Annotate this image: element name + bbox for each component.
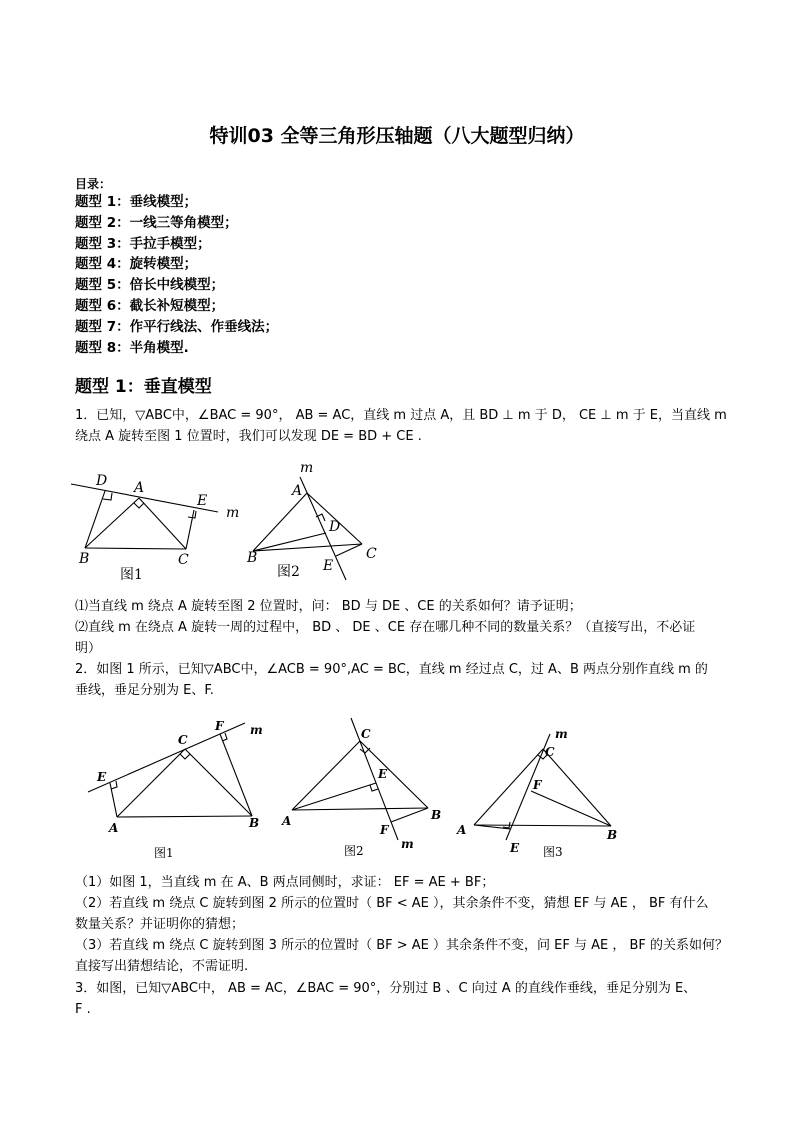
question-1-part-2a: ⑵直线 m 在绕点 A 旋转一周的过程中， BD 、 DE 、CE 存在哪几种不同的数量关系？（直接写出，不必证 [75,620,696,635]
question-1-stem [75,405,725,447]
question-2-part-2a: （2）若直线 m 绕点 C 旋转到图 2 所示的位置时（ BF < AE ），其余条件不变，猜想 EF 与 AE ， BF 有什么 [75,896,709,911]
point-label: F [215,719,224,733]
question-1-line-1: 1．已知，▽ABC中，∠BAC = 90°， AB = AC，直线 m 过点 A，且 BD ⊥ m 于 D， CE ⊥ m 于 E，当直线 m [75,408,727,423]
toc-item: 题型 4：旋转模型； [75,256,198,273]
q1-figure-2 [253,477,362,580]
point-label: A [282,814,292,828]
question-2-part-2b: 数量关系？并证明你的猜想； [75,917,245,932]
point-label: C [178,552,189,568]
question-2-figures [75,712,635,867]
question-3-stem [75,978,725,1020]
toc-item: 题型 5：倍长中线模型； [75,277,225,294]
point-label: C [366,546,377,562]
point-label: E [97,770,107,784]
point-label: A [134,480,145,496]
point-label: B [79,551,90,567]
point-label: E [323,558,334,574]
q2-figure-1 [88,723,252,817]
question-1-line-2: 绕点 A 旋转至图 1 位置时，我们可以发现 DE = BD + CE . [75,429,422,444]
point-label: m [250,723,263,737]
question-3-line-2: F . [75,1002,91,1017]
point-label: A [457,823,467,837]
point-label: C [361,727,371,741]
point-label: A [109,821,119,835]
point-label: F [533,778,542,792]
question-2-part-3b: 直接写出猜想结论，不需证明. [75,959,249,974]
q2-figure-3 [474,734,611,840]
point-label: E [510,841,520,855]
section-heading: 题型 1：垂直模型 [75,377,212,397]
figure-caption: 图1 [154,846,174,860]
question-2-line-1: 2．如图 1 所示，已知▽ABC中，∠ACB = 90°,AC = BC，直线 m 经过点 C，过 A、B 两点分别作直线 m 的 [75,662,708,677]
question-2-part-1: （1）如图 1，当直线 m 在 A、B 两点同侧时，求证： EF = AE + BF； [75,875,495,890]
point-label: m [300,460,314,476]
q2-figure-2 [292,718,428,840]
question-2-parts [75,872,728,977]
figure-caption: 图2 [277,564,300,580]
point-label: F [380,823,389,837]
q1-figure-1 [71,484,218,549]
question-1-parts [75,596,725,659]
point-label: C [545,745,555,759]
table-of-contents [75,192,278,358]
point-label: C [178,733,188,747]
point-label: D [96,473,108,489]
question-1-figures [60,455,390,590]
toc-item: 题型 7：作平行线法、作垂线法； [75,318,279,335]
question-1-part-1: ⑴当直线 m 绕点 A 旋转至图 2 位置时，问： BD 与 DE 、CE 的关系如何？请予证明； [75,599,582,614]
question-2-part-3a: （3）若直线 m 绕点 C 旋转到图 3 所示的位置时（ BF > AE ）其余条件不变，问 EF 与 AE ， BF 的关系如何？ [75,938,728,953]
point-label: E [197,493,208,509]
toc-item: 题型 3：手拉手模型； [75,235,211,252]
figure-caption: 图2 [344,844,364,858]
figure-caption: 图1 [120,567,143,583]
point-label: A [292,483,303,499]
point-label: m [401,837,414,851]
point-label: B [247,550,258,566]
point-label: E [378,767,388,781]
question-1-part-2b: 明） [75,641,102,656]
point-label: B [607,828,618,842]
point-label: m [555,727,568,741]
question-3-line-1: 3．如图，已知▽ABC中， AB = AC，∠BAC = 90°，分别过 B 、C 向过 A 的直线作垂线，垂足分别为 E、 [75,981,697,996]
point-label: m [226,505,240,521]
toc-item: 题型 8：半角模型. [75,339,189,356]
toc-item: 题型 6：截长补短模型； [75,297,225,314]
point-label: B [249,816,260,830]
toc-item: 题型 1：垂线模型； [75,194,198,210]
toc-label: 目录： [75,177,112,191]
question-2-line-2: 垂线，垂足分别为 E、F. [75,683,214,698]
point-label: B [431,808,442,822]
toc-item: 题型 2：一线三等角模型； [75,214,238,231]
page-title: 特训03 全等三角形压轴题（八大题型归纳） [209,125,585,147]
point-label: D [329,519,341,535]
question-2-stem [75,659,725,701]
figure-caption: 图3 [543,845,563,859]
